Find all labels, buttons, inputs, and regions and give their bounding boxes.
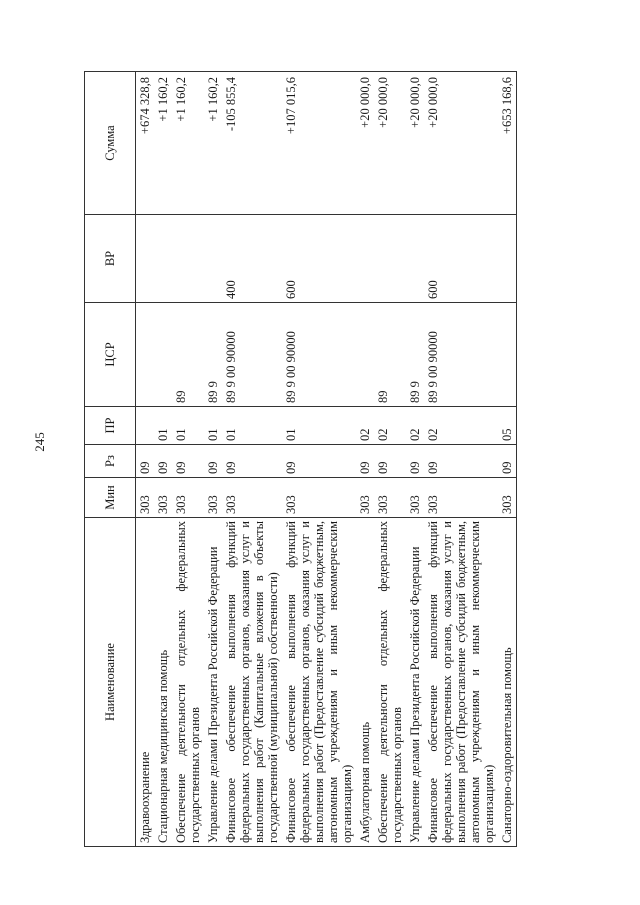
cell-pr: 01 bbox=[154, 407, 172, 445]
cell-name: Здравоохранение bbox=[136, 518, 155, 847]
header-csr: ЦСР bbox=[85, 303, 136, 407]
cell-sum: +1 160,2 bbox=[204, 72, 222, 215]
header-name: Наименование bbox=[85, 518, 136, 847]
cell-min: 303 bbox=[222, 478, 282, 518]
cell-min: 303 bbox=[136, 478, 155, 518]
table-row bbox=[136, 72, 155, 847]
header-min: Мин bbox=[85, 478, 136, 518]
cell-sum: +20 000,0 bbox=[406, 72, 424, 215]
cell-csr bbox=[356, 303, 374, 407]
cell-name: Финансовое обеспечение выполнения функций федеральных государственных органов, оказания услуг и выполнения работ (Предоставление субсидий бюджетным, автономным учреждениям и иным некоммерческим организациям) bbox=[282, 518, 356, 847]
cell-pr: 01 bbox=[222, 407, 282, 445]
table-row bbox=[154, 72, 172, 847]
cell-name: Финансовое обеспечение выполнения функций федеральных государственных органов, оказания услуг и выполнения работ (Капитальные вложения в объекты государственной (муниципальной) собственности) bbox=[222, 518, 282, 847]
table-header-row bbox=[85, 72, 136, 847]
cell-rz: 09 bbox=[136, 445, 155, 478]
cell-csr: 89 bbox=[172, 303, 204, 407]
cell-min: 303 bbox=[204, 478, 222, 518]
cell-min: 303 bbox=[356, 478, 374, 518]
rotated-page-content bbox=[84, 72, 562, 847]
cell-pr: 02 bbox=[374, 407, 406, 445]
cell-rz: 09 bbox=[222, 445, 282, 478]
cell-name: Амбулаторная помощь bbox=[356, 518, 374, 847]
header-pr: ПР bbox=[85, 407, 136, 445]
cell-rz: 09 bbox=[374, 445, 406, 478]
cell-name: Управление делами Президента Российской Федерации bbox=[204, 518, 222, 847]
cell-sum: +653 168,6 bbox=[498, 72, 517, 215]
table-row bbox=[356, 72, 374, 847]
cell-sum: +1 160,2 bbox=[154, 72, 172, 215]
page-number: 245 bbox=[32, 432, 47, 452]
cell-sum: +1 160,2 bbox=[172, 72, 204, 215]
cell-vr bbox=[154, 215, 172, 303]
table-row bbox=[172, 72, 204, 847]
cell-sum: +20 000,0 bbox=[356, 72, 374, 215]
cell-rz: 09 bbox=[406, 445, 424, 478]
cell-vr bbox=[204, 215, 222, 303]
cell-csr: 89 bbox=[374, 303, 406, 407]
cell-vr: 400 bbox=[222, 215, 282, 303]
cell-min: 303 bbox=[374, 478, 406, 518]
cell-rz: 09 bbox=[172, 445, 204, 478]
cell-vr bbox=[374, 215, 406, 303]
cell-sum: +20 000,0 bbox=[374, 72, 406, 215]
cell-min: 303 bbox=[406, 478, 424, 518]
cell-vr: 600 bbox=[424, 215, 498, 303]
table-row bbox=[424, 72, 498, 847]
cell-vr bbox=[498, 215, 517, 303]
cell-csr bbox=[154, 303, 172, 407]
cell-rz: 09 bbox=[154, 445, 172, 478]
cell-pr: 02 bbox=[406, 407, 424, 445]
cell-rz: 09 bbox=[356, 445, 374, 478]
cell-rz: 09 bbox=[204, 445, 222, 478]
table-row bbox=[498, 72, 517, 847]
table-row bbox=[222, 72, 282, 847]
cell-sum: +674 328,8 bbox=[136, 72, 155, 215]
header-sum: Сумма bbox=[85, 72, 136, 215]
cell-name: Обеспечение деятельности отдельных федеральных государственных органов bbox=[374, 518, 406, 847]
cell-pr bbox=[136, 407, 155, 445]
cell-csr: 89 9 bbox=[406, 303, 424, 407]
cell-pr: 01 bbox=[204, 407, 222, 445]
cell-csr: 89 9 00 90000 bbox=[424, 303, 498, 407]
cell-pr: 05 bbox=[498, 407, 517, 445]
cell-sum: +20 000,0 bbox=[424, 72, 498, 215]
cell-name: Финансовое обеспечение выполнения функций федеральных государственных органов, оказания услуг и выполнения работ (Предоставление субсидий бюджетным, автономным учреждениям и иным некоммерческим организациям) bbox=[424, 518, 498, 847]
cell-pr: 01 bbox=[172, 407, 204, 445]
header-rz: Рз bbox=[85, 445, 136, 478]
table-row bbox=[282, 72, 356, 847]
cell-csr: 89 9 bbox=[204, 303, 222, 407]
cell-sum: +107 015,6 bbox=[282, 72, 356, 215]
cell-vr bbox=[406, 215, 424, 303]
cell-vr: 600 bbox=[282, 215, 356, 303]
cell-csr: 89 9 00 90000 bbox=[222, 303, 282, 407]
cell-vr bbox=[136, 215, 155, 303]
table-row bbox=[204, 72, 222, 847]
cell-min: 303 bbox=[172, 478, 204, 518]
cell-pr: 01 bbox=[282, 407, 356, 445]
cell-min: 303 bbox=[424, 478, 498, 518]
cell-vr bbox=[172, 215, 204, 303]
cell-name: Обеспечение деятельности отдельных федеральных государственных органов bbox=[172, 518, 204, 847]
cell-min: 303 bbox=[498, 478, 517, 518]
cell-min: 303 bbox=[154, 478, 172, 518]
cell-csr bbox=[136, 303, 155, 407]
cell-sum: -105 855,4 bbox=[222, 72, 282, 215]
cell-rz: 09 bbox=[424, 445, 498, 478]
cell-csr: 89 9 00 90000 bbox=[282, 303, 356, 407]
table-row bbox=[374, 72, 406, 847]
cell-pr: 02 bbox=[424, 407, 498, 445]
cell-vr bbox=[356, 215, 374, 303]
cell-name: Стационарная медицинская помощь bbox=[154, 518, 172, 847]
cell-name: Управление делами Президента Российской Федерации bbox=[406, 518, 424, 847]
cell-csr bbox=[498, 303, 517, 407]
budget-table bbox=[84, 71, 517, 847]
table-row bbox=[406, 72, 424, 847]
cell-min: 303 bbox=[282, 478, 356, 518]
header-vr: ВР bbox=[85, 215, 136, 303]
cell-name: Санаторно-оздоровительная помощь bbox=[498, 518, 517, 847]
cell-rz: 09 bbox=[282, 445, 356, 478]
cell-pr: 02 bbox=[356, 407, 374, 445]
cell-rz: 09 bbox=[498, 445, 517, 478]
